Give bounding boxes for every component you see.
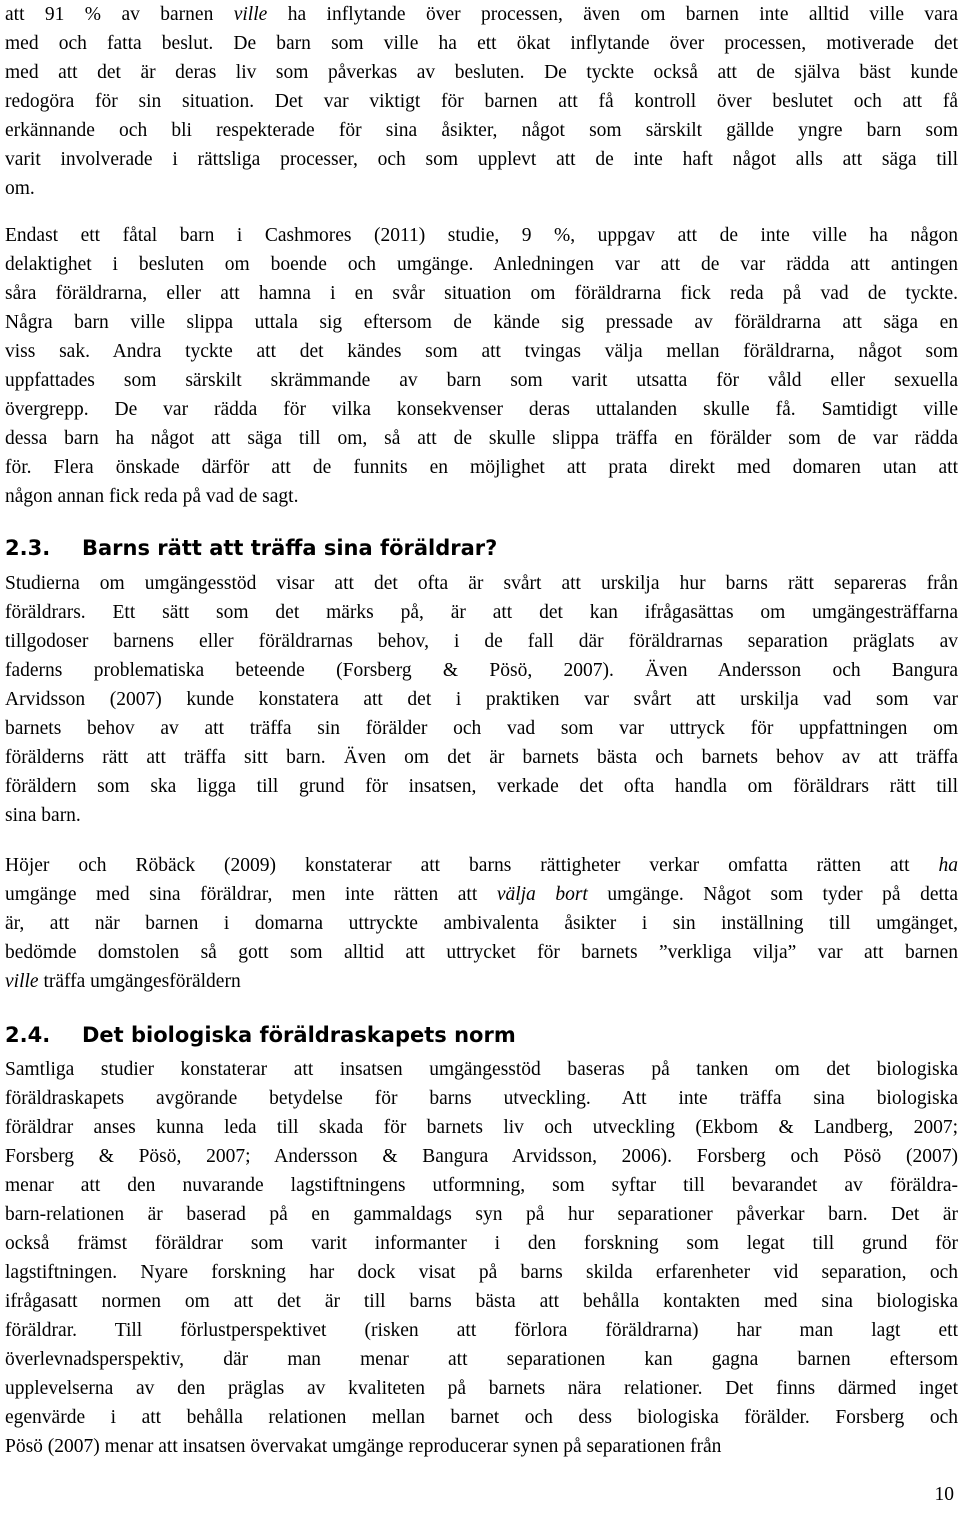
text-line: [5, 250, 958, 279]
text-run: med att det är deras liv som påverkas av besluten. De tyckte också att de själva bäst kunde: [5, 62, 958, 83]
text-run: Studierna om umgängesstöd visar att det ofta är svårt att urskilja hur barns rätt separeras från: [5, 573, 958, 594]
italic-text-run: välja bort: [496, 884, 588, 905]
section-heading-2-3: [5, 533, 497, 563]
text-run: Forsberg & Pösö, 2007; Andersson & Bangura Arvidsson, 2006). Forsberg och Pösö (2007): [5, 1146, 958, 1167]
text-run: Höjer och Röbäck (2009) konstaterar att barns rättigheter verkar omfatta rätten att: [5, 855, 939, 876]
text-run: delaktighet i besluten om boende och umgänge. Anledningen var att de var rädda att antingen: [5, 254, 958, 275]
text-line: [5, 1403, 958, 1432]
text-run: umgänge med sina föräldrar, men inte rätten att: [5, 884, 497, 905]
text-line: [5, 1171, 958, 1200]
text-run: också främst föräldrar som varit informanter i den forskning som legat till grund för: [5, 1233, 958, 1254]
text-run: föräldrars. Ett sätt som det märks på, är att det kan ifrågasättas om umgängesträffarna: [5, 602, 958, 623]
text-line: [5, 145, 958, 174]
text-line: [5, 743, 958, 772]
text-line: [5, 656, 958, 685]
text-line: [5, 366, 958, 395]
text-run: erkännande och bli respekterade för sina åsikter, något som särskilt gällde yngre barn som: [5, 120, 958, 141]
text-run: menar att den nuvarande lagstiftningens utformning, som syftar till bevarandet av föräldra-: [5, 1175, 958, 1196]
text-line: [5, 116, 958, 145]
text-run: föräldrar. Till förlustperspektivet (risken att förlora föräldrarna) har man lagt ett: [5, 1320, 958, 1341]
text-run: Samtliga studier konstaterar att insatsen umgängesstöd baseras på tanken om det biologiska: [5, 1059, 958, 1080]
paragraph-hojer-roback: [5, 851, 958, 996]
text-run: upplevelserna av den präglas av kvaliteten på barnets nära relationer. Det finns därmed inget: [5, 1378, 958, 1399]
text-line: [5, 1229, 958, 1258]
text-line: [5, 279, 958, 308]
text-run: redogöra för sin situation. Det var viktigt för barnen att få kontroll över beslutet och att få: [5, 91, 958, 112]
text-run: faderns problematiska beteende (Forsberg & Pösö, 2007). Även Andersson och Bangura: [5, 660, 958, 681]
page-number: 10: [934, 1484, 954, 1505]
text-run: tillgodoser barnens eller föräldrarnas behov, i de fall där föräldrarnas separation präglats av: [5, 631, 958, 652]
paragraph-children-influence: [5, 0, 958, 203]
text-line: [5, 308, 958, 337]
text-line: [5, 395, 958, 424]
section-heading-2-4: [5, 1020, 516, 1050]
text-run: Endast ett fåtal barn i Cashmores (2011) studie, 9 %, uppgav att de inte ville ha någon: [5, 225, 958, 246]
text-line: [5, 0, 958, 29]
text-run: barnets behov av att träffa sin förälder och vad som var uttryck för uppfattningen om: [5, 718, 958, 739]
text-line: [5, 909, 958, 938]
text-run: Pösö (2007) menar att insatsen övervakat umgänge reproducerar synen på separationen från: [5, 1436, 722, 1457]
text-line: [5, 1316, 958, 1345]
text-run: ha inflytande över processen, även om barnen inte alltid ville vara: [267, 4, 958, 25]
paragraph-contact-support: [5, 569, 958, 830]
text-line: [5, 880, 958, 909]
text-line: [5, 569, 958, 598]
text-run: såra föräldrarna, eller att hamna i en svår situation om föräldrarna fick reda på vad de tyckte.: [5, 283, 958, 304]
text-run: barn-relationen är baserad på en gammaldags syn på hur separationer påverkar barn. Det är: [5, 1204, 958, 1225]
text-run: föräldraskapets avgörande betydelse för barns utveckling. Att inte träffa sina biologiska: [5, 1088, 958, 1109]
text-line: [5, 967, 958, 996]
text-run: någon annan fick reda på vad de sagt.: [5, 486, 299, 507]
paragraph-biological-parenthood: [5, 1055, 958, 1461]
text-line: [5, 851, 958, 880]
text-line: [5, 337, 958, 366]
text-run: lagstiftningen. Nyare forskning har dock visat på barns skilda erfarenheter vid separation, och: [5, 1262, 958, 1283]
text-run: att 91 % av barnen: [5, 4, 234, 25]
text-line: [5, 424, 958, 453]
text-line: [5, 174, 958, 203]
text-run: är, att när barnen i domarna uttryckte ambivalenta åsikter i sin inställning till umgänget,: [5, 913, 958, 934]
text-run: förälderns rätt att träffa sitt barn. Även om det är barnets bästa och barnets behov av att träffa: [5, 747, 958, 768]
text-line: [5, 685, 958, 714]
text-run: med och fatta beslut. De barn som ville ha ett ökat inflytande över processen, motiverade det: [5, 33, 958, 54]
text-line: [5, 801, 958, 830]
text-line: [5, 1142, 958, 1171]
text-line: [5, 714, 958, 743]
text-run: föräldrar anses kunna leda till skada för barnets liv och utveckling (Ekbom & Landberg, 2007;: [5, 1117, 958, 1138]
text-line: [5, 453, 958, 482]
text-run: Några barn ville slippa uttala sig eftersom de kände sig pressade av föräldrarna att säga en: [5, 312, 958, 333]
text-line: [5, 58, 958, 87]
text-line: [5, 221, 958, 250]
text-line: [5, 1258, 958, 1287]
section-title: Det biologiska föräldraskapets norm: [82, 1023, 516, 1047]
text-run: bedömde domstolen så gott som alltid att uttrycket för barnets ”verkliga vilja” var att barnen: [5, 942, 958, 963]
text-run: ifrågasatt normen om att det är till barns bästa att behålla kontakten med sina biologiska: [5, 1291, 958, 1312]
text-run: sina barn.: [5, 805, 81, 826]
text-line: [5, 1345, 958, 1374]
text-run: uppfattades som särskilt skrämmande av barn som varit utsatta för våld eller sexuella: [5, 370, 958, 391]
text-line: [5, 938, 958, 967]
text-line: [5, 1287, 958, 1316]
text-run: föräldern som ska ligga till grund för insatsen, verkade det ofta handla om föräldrars rätt till: [5, 776, 958, 797]
italic-text-run: ha: [938, 855, 958, 876]
text-run: Arvidsson (2007) kunde konstatera att det i praktiken var svårt att urskilja vad som var: [5, 689, 958, 710]
text-run: träffa umgängesföräldern: [38, 971, 241, 992]
paragraph-few-children: [5, 221, 958, 511]
italic-text-run: ville: [233, 4, 268, 25]
text-run: övergrepp. De var rädda för vilka konsekvenser deras uttalanden skulle få. Samtidigt ville: [5, 399, 958, 420]
italic-text-run: ville: [5, 971, 39, 992]
text-line: [5, 1113, 958, 1142]
text-line: [5, 598, 958, 627]
text-line: [5, 29, 958, 58]
text-run: egenvärde i att behålla relationen mellan barnet och dess biologiska förälder. Forsberg och: [5, 1407, 958, 1428]
text-line: [5, 1200, 958, 1229]
text-line: [5, 772, 958, 801]
text-run: om.: [5, 178, 35, 199]
text-run: umgänge. Något som tyder på detta: [587, 884, 959, 905]
text-line: [5, 1374, 958, 1403]
text-line: [5, 87, 958, 116]
text-run: varit involverade i rättsliga processer, och som upplevt att de inte haft något alls att säga till: [5, 149, 958, 170]
text-line: [5, 1432, 958, 1461]
text-line: [5, 627, 958, 656]
text-run: dessa barn ha något att säga till om, så att de skulle slippa träffa en förälder som de var rädda: [5, 428, 958, 449]
text-line: [5, 1055, 958, 1084]
text-run: viss sak. Andra tyckte att det kändes som att tvingas välja mellan föräldrarna, något som: [5, 341, 958, 362]
text-run: överlevnadsperspektiv, där man menar att separationen kan gagna barnen eftersom: [5, 1349, 958, 1370]
section-number: 2.4.: [5, 1023, 51, 1047]
text-line: [5, 1084, 958, 1113]
text-line: [5, 482, 958, 511]
text-run: för. Flera önskade därför att de funnits en möjlighet att prata direkt med domaren utan att: [5, 457, 958, 478]
section-title: Barns rätt att träffa sina föräldrar?: [82, 536, 498, 560]
section-number: 2.3.: [5, 536, 51, 560]
